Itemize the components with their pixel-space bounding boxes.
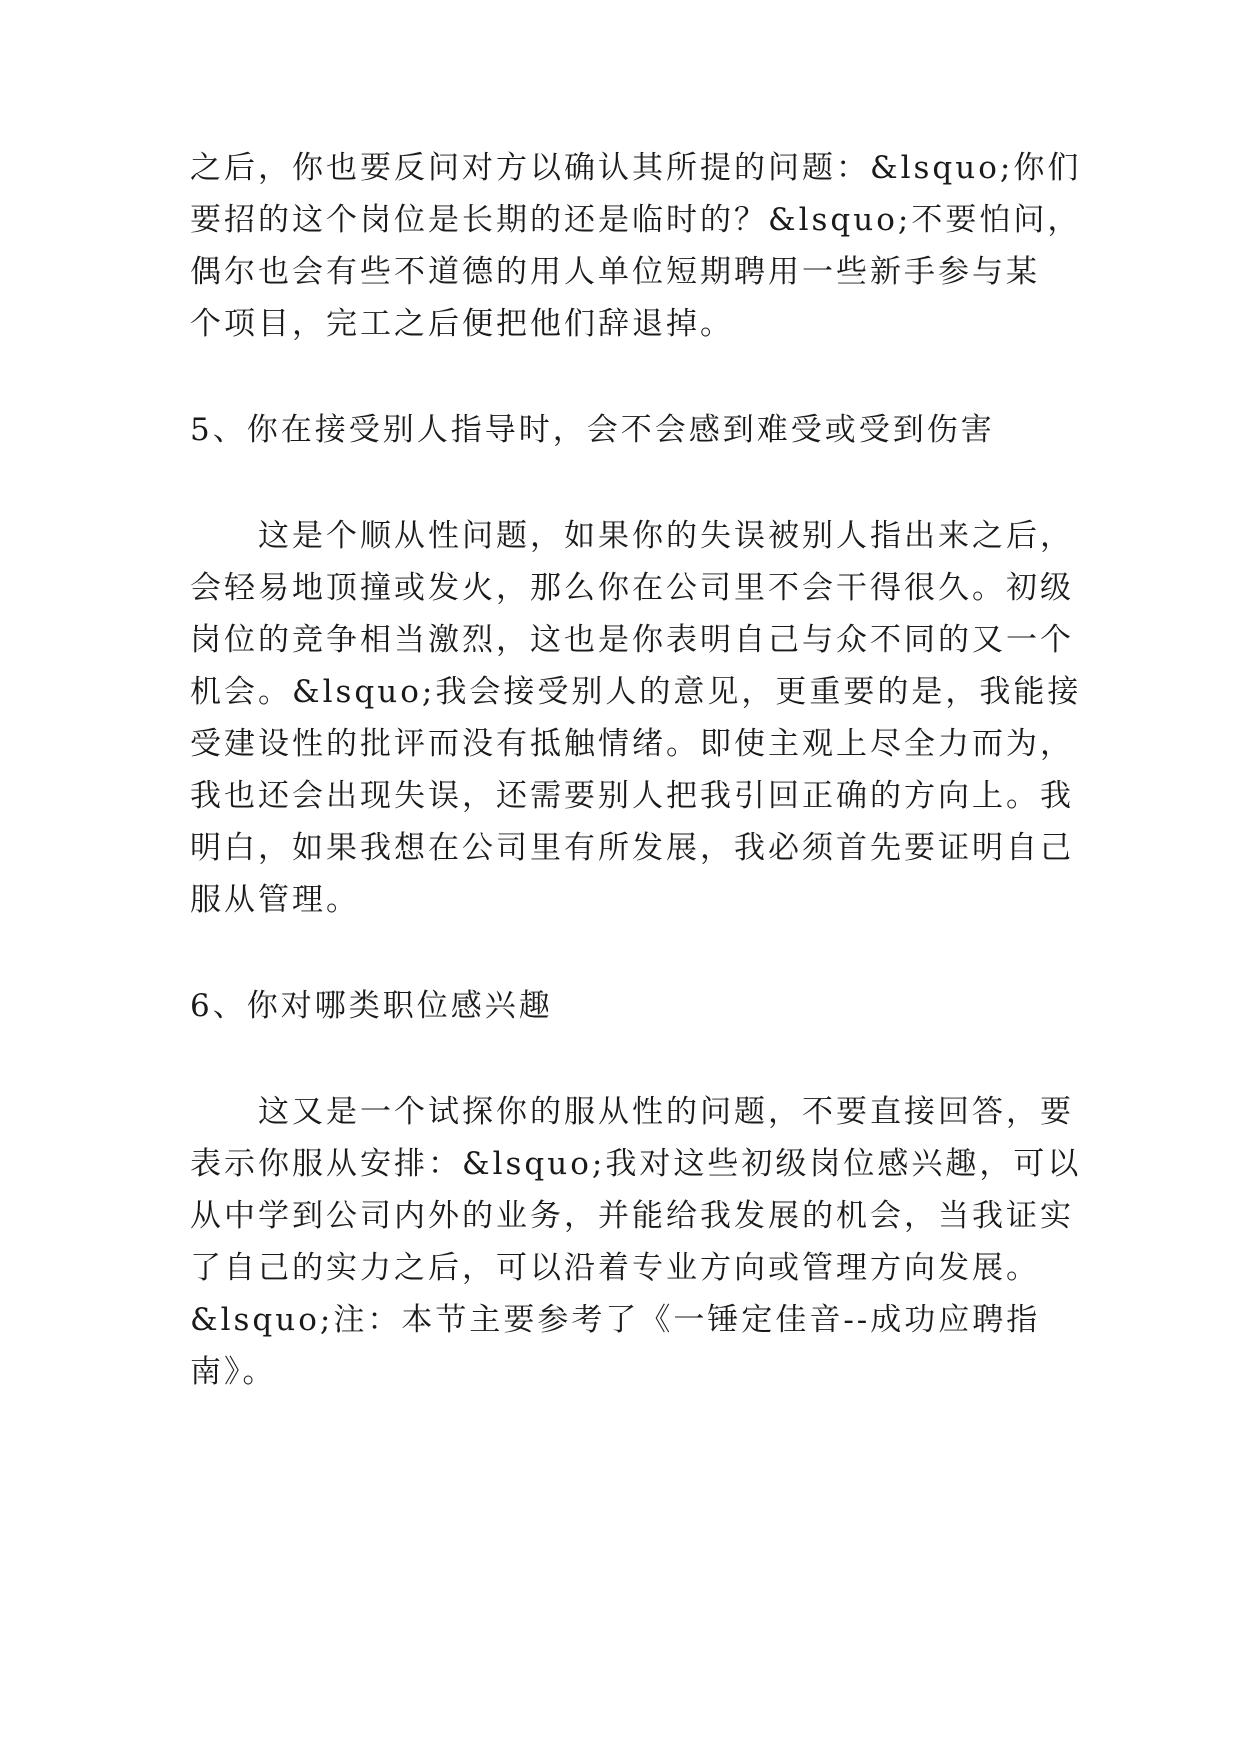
paragraph-1-line-1: 之后，你也要反问对方以确认其所提的问题：&lsquo;你们 xyxy=(190,150,1082,186)
paragraph-2-line-3: 岗位的竞争相当激烈，这也是你表明自己与众不同的又一个 xyxy=(190,622,1074,658)
paragraph-3-line-2: 表示你服从安排：&lsquo;我对这些初级岗位感兴趣，可以 xyxy=(190,1146,1082,1182)
paragraph-3-line-4: 了自己的实力之后，可以沿着专业方向或管理方向发展。 xyxy=(190,1250,1040,1286)
heading-question-6: 6、你对哪类职位感兴趣 xyxy=(190,988,553,1024)
paragraph-1-line-2: 要招的这个岗位是长期的还是临时的？&lsquo;不要怕问， xyxy=(190,202,1082,238)
paragraph-1-line-4: 个项目，完工之后便把他们辞退掉。 xyxy=(190,306,734,342)
paragraph-3-line-5: &lsquo;注：本节主要参考了《一锤定佳音--成功应聘指 xyxy=(190,1302,1041,1338)
paragraph-2-line-8: 服从管理。 xyxy=(190,882,360,918)
paragraph-3-line-1: 这又是一个试探你的服从性的问题，不要直接回答，要 xyxy=(258,1094,1074,1130)
heading-question-5: 5、你在接受别人指导时，会不会感到难受或受到伤害 xyxy=(190,412,995,448)
paragraph-2-line-7: 明白，如果我想在公司里有所发展，我必须首先要证明自己 xyxy=(190,830,1074,866)
paragraph-2-line-6: 我也还会出现失误，还需要别人把我引回正确的方向上。我 xyxy=(190,778,1074,814)
paragraph-2-line-2: 会轻易地顶撞或发火，那么你在公司里不会干得很久。初级 xyxy=(190,570,1074,606)
paragraph-3-line-3: 从中学到公司内外的业务，并能给我发展的机会，当我证实 xyxy=(190,1198,1074,1234)
paragraph-2-line-4: 机会。&lsquo;我会接受别人的意见，更重要的是，我能接 xyxy=(190,674,1082,710)
paragraph-2-line-1: 这是个顺从性问题，如果你的失误被别人指出来之后， xyxy=(258,518,1074,554)
paragraph-3-line-6: 南》。 xyxy=(190,1354,277,1390)
paragraph-2-line-5: 受建设性的批评而没有抵触情绪。即使主观上尽全力而为， xyxy=(190,726,1074,762)
paragraph-1-line-3: 偶尔也会有些不道德的用人单位短期聘用一些新手参与某 xyxy=(190,254,1040,290)
